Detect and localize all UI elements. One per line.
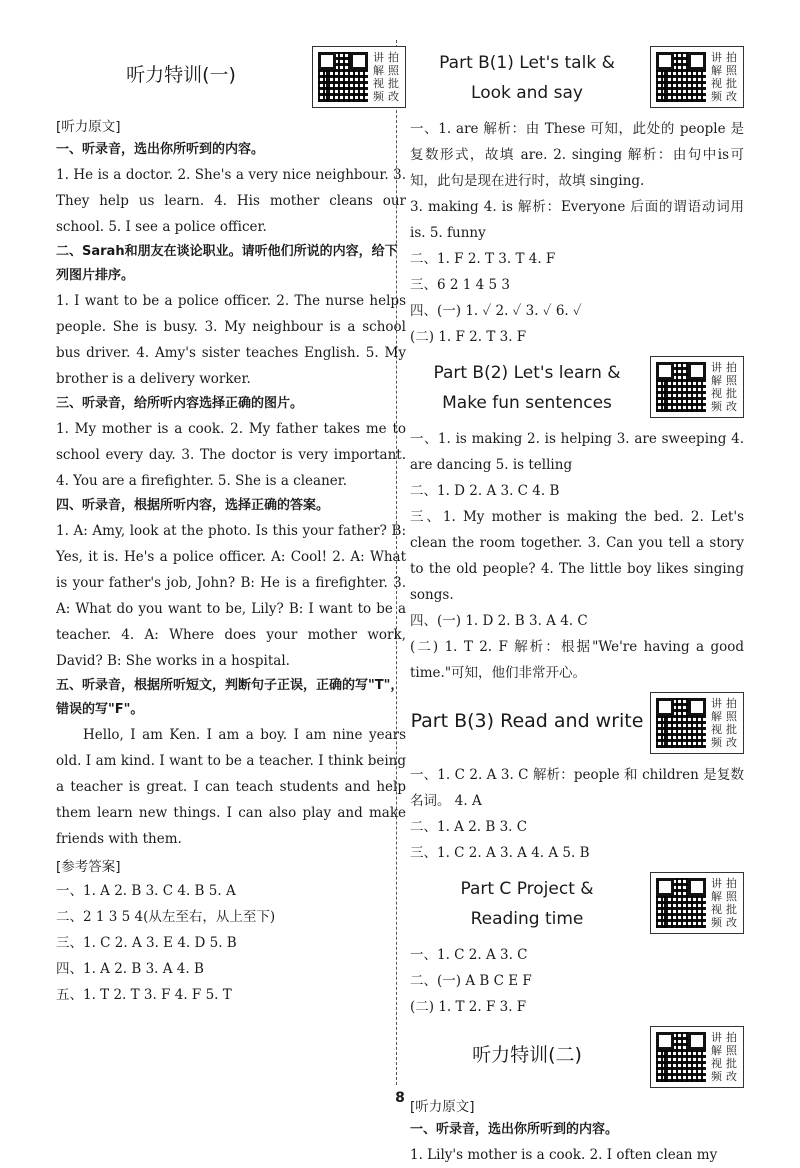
section-title: Part B(2) Let's learn & Make fun sentences [433,363,621,413]
section-header-part-c [410,866,744,936]
answer-line: (二) 1. T 2. F 3. F [410,999,527,1015]
qr-code-box[interactable] [650,1026,744,1088]
section-title: 听力特训(二) [472,1044,582,1066]
answer-line: 二、1. F 2. T 3. T 4. F [410,251,556,267]
answer-line: 三、1. My mother is making the bed. 2. Let's clean the room together. 3. Can you tell a story to the old people? 4. The little boy likes singing songs. [410,509,744,603]
section-header-part-b1 [410,40,744,110]
script-text: 1. He is a doctor. 2. She's a very nice neighbour. 3. They help us learn. 4. His mother cleans our school. 5. I see a police officer. [56,167,406,235]
answer-line: 二、(一) A B C E F [410,973,532,989]
qr-code-icon [656,698,706,748]
answer-line: 二、1. A 2. B 3. C [410,819,528,835]
qr-code-box[interactable] [650,46,744,108]
exercise-heading: 二、Sarah和朋友在谈论职业。请听他们所说的内容，给下列图片排序。 [56,244,398,283]
script-text: 1. A: Amy, look at the photo. Is this your father? B: Yes, it is. He's a police officer. A: Cool! 2. A: What is your father's job, John? B: He is a firefighter. 3. A: What do you want to be, Lily? B: I want to be a teacher. 4. A: Where does your mother work, David? B: She works in a hospital. [56,523,406,669]
section-header-listening-1 [56,40,406,110]
qr-caption: 讲 拍 解 照 视 批 频 改 [711,697,737,749]
qr-code-box[interactable] [650,356,744,418]
script-text: 1. Lily's mother is a cook. 2. I often clean my [410,1147,718,1163]
right-column [410,40,744,1168]
answer-line: 四、1. A 2. B 3. A 4. B [56,961,204,977]
qr-code-icon [656,52,706,102]
answer-line: 二、2 1 3 5 4(从左至右，从上至下) [56,909,276,925]
qr-code-icon [656,362,706,412]
script-text: 1. I want to be a police officer. 2. The nurse helps people. She is busy. 3. My neighbour is a school bus driver. 4. Amy's sister teaches English. 5. My brother is a delivery worker. [56,293,406,387]
exercise-heading: 四、听录音，根据所听内容，选择正确的答案。 [56,498,330,513]
script-text: 1. My mother is a cook. 2. My father takes me to school every day. 3. The doctor is very important. 4. You are a firefighter. 5. She is a cleaner. [56,421,406,489]
exercise-heading: 三、听录音，给所听内容选择正确的图片。 [56,396,304,411]
answer-line: 三、1. C 2. A 3. E 4. D 5. B [56,935,237,951]
section-header-part-b2 [410,350,744,420]
left-column [56,40,406,1008]
qr-caption: 讲 拍 解 照 视 批 频 改 [711,1031,737,1083]
qr-caption: 讲 拍 解 照 视 批 频 改 [711,877,737,929]
qr-caption: 讲 拍 解 照 视 批 频 改 [373,51,399,103]
answer-line: (二) 1. F 2. T 3. F [410,329,527,345]
answer-line: 一、1. C 2. A 3. C 解析：people 和 children 是复数名词。 4. A [410,767,744,809]
qr-code-icon [656,878,706,928]
section-header-listening-2 [410,1020,744,1090]
exercise-heading: 一、听录音，选出你所听到的内容。 [56,142,265,157]
section-title: 听力特训(一) [126,64,236,86]
answer-line: 五、1. T 2. T 3. F 4. F 5. T [56,987,232,1003]
qr-code-box[interactable] [650,872,744,934]
answer-line: 一、1. A 2. B 3. C 4. B 5. A [56,883,236,899]
answers-label: [参考答案] [56,859,121,875]
script-label: [听力原文] [56,119,121,135]
answer-line: 三、6 2 1 4 5 3 [410,277,510,293]
qr-code-icon [318,52,368,102]
answer-line: 一、1. is making 2. is helping 3. are sweeping 4. are dancing 5. is telling [410,431,744,473]
answer-line: 一、1. C 2. A 3. C [410,947,528,963]
qr-caption: 讲 拍 解 照 视 批 频 改 [711,361,737,413]
qr-code-box[interactable] [312,46,406,108]
answer-line: 3. making 4. is 解析：Everyone 后面的谓语动词用 is. 5. funny [410,199,744,241]
exercise-heading: 一、听录音，选出你所听到的内容。 [410,1122,619,1137]
section-title: Part B(1) Let's talk & Look and say [439,53,615,103]
qr-caption: 讲 拍 解 照 视 批 频 改 [711,51,737,103]
passage-text: Hello, I am Ken. I am a boy. I am nine years old. I am kind. I want to be a teacher. I think being a teacher is great. I can teach students and help them learn new things. I can also play and make friends with them. [56,727,406,847]
page-number: 8 [395,1090,405,1106]
section-title: Part C Project & Reading time [460,879,594,929]
section-title: Part B(3) Read and write [410,710,644,732]
answer-line: (二) 1. T 2. F 解析：根据"We're having a good time."可知，他们非常开心。 [410,639,744,681]
qr-code-icon [656,1032,706,1082]
answer-line: 四、(一) 1. D 2. B 3. A 4. C [410,613,588,629]
answer-line: 二、1. D 2. A 3. C 4. B [410,483,560,499]
exercise-heading: 五、听录音，根据所听短文，判断句子正误，正确的写"T"，错误的写"F"。 [56,678,404,717]
answer-line: 四、(一) 1. ✓ 2. ✓ 3. ✓ 6. ✓ [410,303,582,319]
answer-line: 一、1. are 解析：由 These 可知，此处的 people 是复数形式，故填 are. 2. singing 解析：由句中is可知，此句是现在进行时，故填 singing. [410,121,744,189]
qr-code-box[interactable] [650,692,744,754]
answer-line: 三、1. C 2. A 3. A 4. A 5. B [410,845,590,861]
section-header-part-b3 [410,686,744,756]
script-label: [听力原文] [410,1099,475,1115]
